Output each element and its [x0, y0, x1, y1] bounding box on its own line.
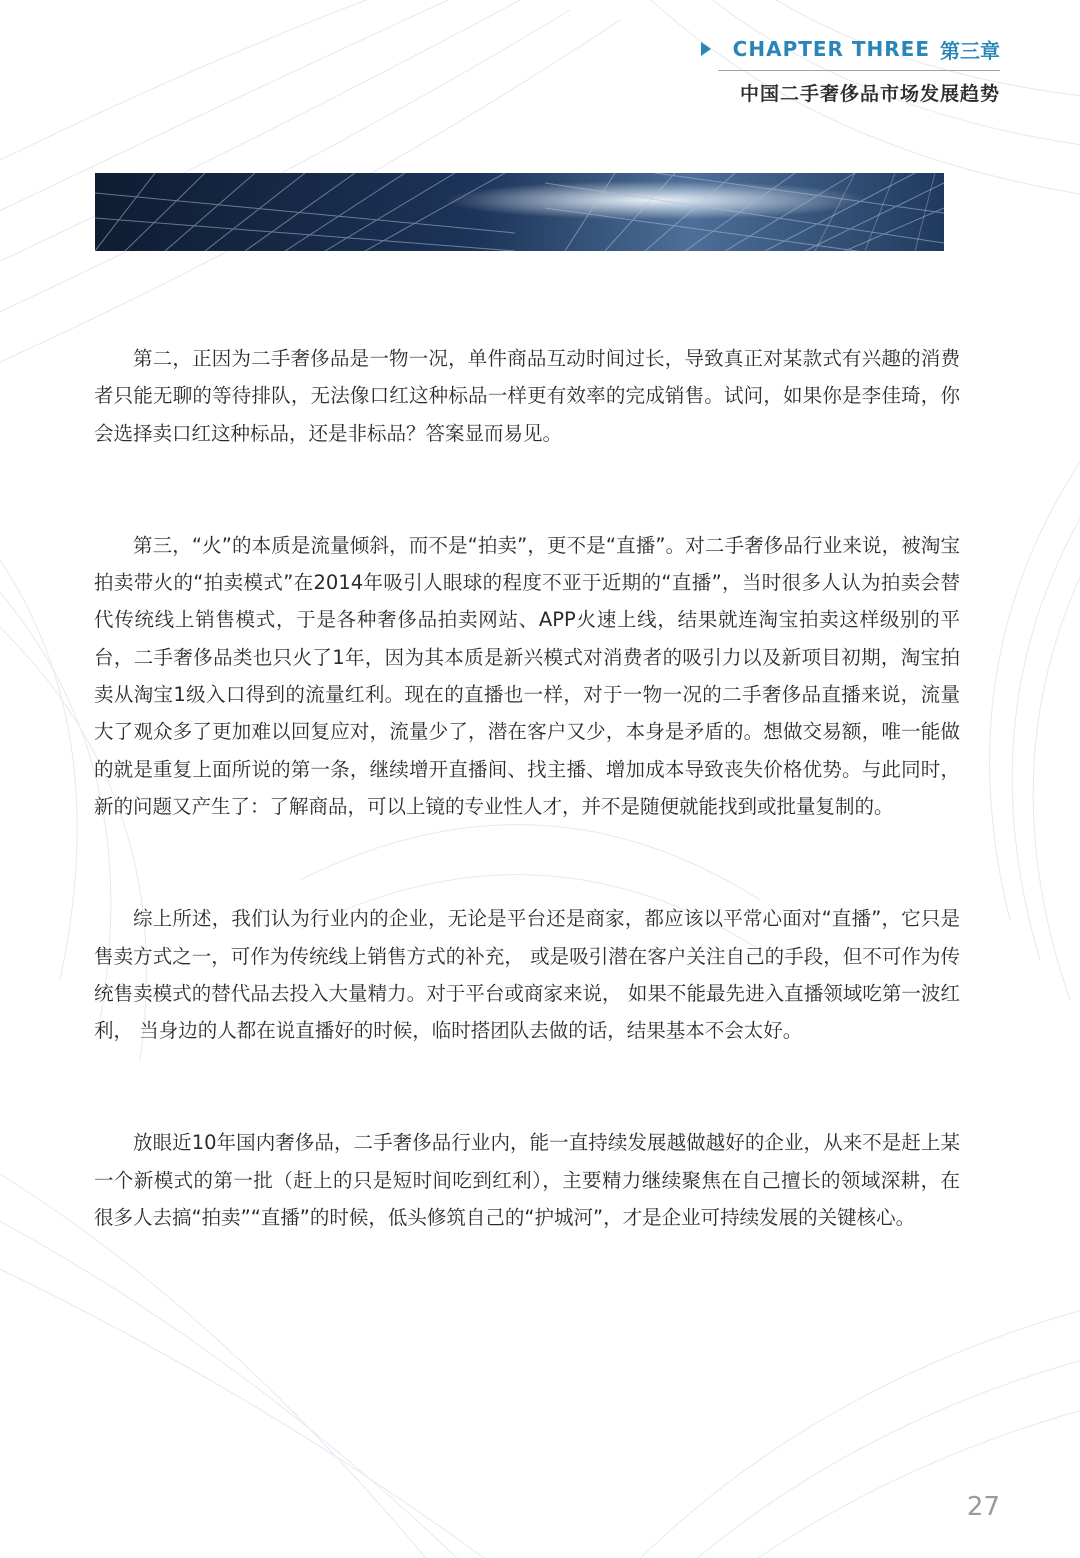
chapter-title-cn: 第三章 — [940, 38, 1000, 63]
chapter-line — [701, 34, 1000, 64]
article-body — [94, 340, 960, 1236]
banner-image — [95, 173, 944, 251]
chapter-header — [701, 34, 1000, 106]
page-number: 27 — [966, 1492, 1000, 1522]
chapter-title-en: CHAPTER THREE — [732, 37, 930, 61]
chapter-subtitle: 中国二手奢侈品市场发展趋势 — [739, 83, 1000, 105]
header-divider — [718, 70, 1000, 71]
glass-building-icon — [95, 173, 944, 251]
paragraph-4: 放眼近10年国内奢侈品，二手奢侈品行业内，能一直持续发展越做越好的企业，从来不是赶上某一个新模式的第一批（赶上的只是短时间吃到红利），主要精力继续聚焦在自己擅长的领域深耕，在很多人去搞“拍卖”“直播”的时候，低头修筑自己的“护城河”，才是企业可持续发展的关键核心。 — [94, 1131, 960, 1230]
paragraph-3: 综上所述，我们认为行业内的企业，无论是平台还是商家，都应该以平常心面对“直播”，它只是售卖方式之一，可作为传统线上销售方式的补充， 或是吸引潜在客户关注自己的手段，但不可作为传统售卖模式的替代品去投入大量精力。对于平台或商家来说， 如果不能最先进入直播领域吃第一波红利， 当身边的人都在说直播好的时候，临时搭团队去做的话，结果基本不会太好。 — [94, 907, 960, 1043]
paragraph-2: 第三，“火”的本质是流量倾斜，而不是“拍卖”，更不是“直播”。对二手奢侈品行业来说，被淘宝拍卖带火的“拍卖模式”在2014年吸引人眼球的程度不亚于近期的“直播”，当时很多人认为拍卖会替代传统线上销售模式，于是各种奢侈品拍卖网站、APP火速上线，结果就连淘宝拍卖这样级别的平台，二手奢侈品类也只火了1年，因为其本质是新兴模式对消费者的吸引力以及新项目初期，淘宝拍卖从淘宝1级入口得到的流量红利。现在的直播也一样，对于一物一况的二手奢侈品直播来说，流量大了观众多了更加难以回复应对，流量少了，潜在客户又少，本身是矛盾的。想做交易额，唯一能做的就是重复上面所说的第一条，继续增开直播间、找主播、增加成本导致丧失价格优势。与此同时，新的问题又产生了：了解商品，可以上镜的专业性人才，并不是随便就能找到或批量复制的。 — [94, 533, 960, 818]
triangle-bullet-icon — [701, 42, 711, 56]
paragraph-1: 第二，正因为二手奢侈品是一物一况，单件商品互动时间过长，导致真正对某款式有兴趣的消费者只能无聊的等待排队，无法像口红这种标品一样更有效率的完成销售。试问，如果你是李佳琦，你会选择卖口红这种标品，还是非标品？答案显而易见。 — [94, 347, 960, 445]
